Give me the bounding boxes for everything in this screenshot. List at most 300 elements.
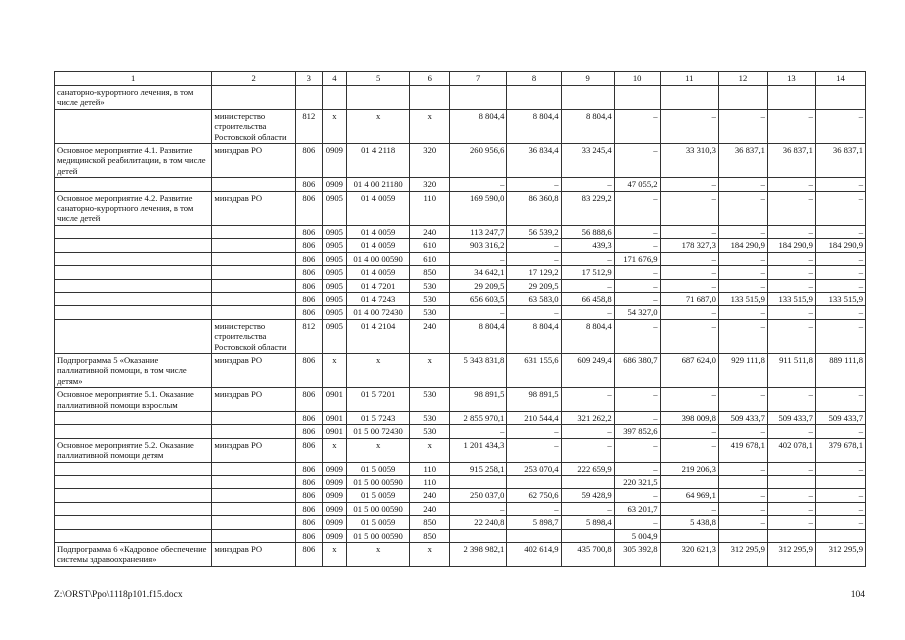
table-cell: 305 392,8 bbox=[614, 543, 660, 567]
table-cell: 0905 bbox=[322, 279, 346, 292]
table-cell: – bbox=[660, 502, 718, 515]
table-cell: – bbox=[767, 425, 815, 438]
table-cell: 33 245,4 bbox=[561, 144, 614, 178]
table-cell: – bbox=[507, 438, 561, 462]
table-cell: – bbox=[660, 425, 718, 438]
table-cell: 110 bbox=[410, 476, 450, 489]
table-cell: – bbox=[450, 252, 507, 265]
table-cell: – bbox=[614, 239, 660, 252]
table-cell: 29 209,5 bbox=[450, 279, 507, 292]
table-cell: – bbox=[507, 502, 561, 515]
table-row bbox=[55, 438, 866, 462]
table-cell: 806 bbox=[295, 353, 322, 387]
table-cell bbox=[55, 462, 212, 475]
table-cell: – bbox=[507, 425, 561, 438]
table-cell: 36 837,1 bbox=[767, 144, 815, 178]
table-cell: 5 438,8 bbox=[660, 516, 718, 529]
table-cell: 240 bbox=[410, 225, 450, 238]
table-cell: 610 bbox=[410, 252, 450, 265]
table-cell: 240 bbox=[410, 489, 450, 502]
table-cell: – bbox=[815, 279, 865, 292]
table-cell: 419 678,1 bbox=[718, 438, 767, 462]
table-cell: 01 4 0059 bbox=[346, 191, 410, 225]
table-cell: 222 659,9 bbox=[561, 462, 614, 475]
table-cell: 0909 bbox=[322, 516, 346, 529]
table-cell: – bbox=[660, 438, 718, 462]
table-cell: – bbox=[718, 462, 767, 475]
table-cell bbox=[212, 425, 295, 438]
table-cell: – bbox=[450, 306, 507, 319]
table-cell: 0905 bbox=[322, 225, 346, 238]
table-row bbox=[55, 516, 866, 529]
table-cell: 631 155,6 bbox=[507, 353, 561, 387]
table-cell: – bbox=[815, 516, 865, 529]
table-cell: 8 804,4 bbox=[450, 109, 507, 143]
table-cell: 687 624,0 bbox=[660, 353, 718, 387]
table-row bbox=[55, 388, 866, 412]
table-cell: 806 bbox=[295, 543, 322, 567]
table-cell: – bbox=[767, 502, 815, 515]
table-cell: 509 433,7 bbox=[767, 411, 815, 424]
table-cell bbox=[55, 425, 212, 438]
table-cell: 0905 bbox=[322, 252, 346, 265]
table-cell: 806 bbox=[295, 425, 322, 438]
table-cell: х bbox=[410, 109, 450, 143]
table-cell: минздрав РО bbox=[212, 144, 295, 178]
table-cell bbox=[718, 529, 767, 542]
table-cell: 435 700,8 bbox=[561, 543, 614, 567]
table-row bbox=[55, 252, 866, 265]
table-cell bbox=[212, 489, 295, 502]
table-row bbox=[55, 266, 866, 279]
table-cell: 01 4 0059 bbox=[346, 239, 410, 252]
table-cell: 5 898,4 bbox=[561, 516, 614, 529]
header-cell: 7 bbox=[450, 72, 507, 86]
table-cell: 0909 bbox=[322, 529, 346, 542]
table-cell: – bbox=[660, 319, 718, 353]
table-cell: 0901 bbox=[322, 411, 346, 424]
header-cell: 4 bbox=[322, 72, 346, 86]
table-cell bbox=[212, 516, 295, 529]
table-cell: – bbox=[561, 388, 614, 412]
table-cell: х bbox=[322, 109, 346, 143]
header-cell: 1 bbox=[55, 72, 212, 86]
table-cell: 98 891,5 bbox=[507, 388, 561, 412]
table-cell: 110 bbox=[410, 191, 450, 225]
table-cell: 47 055,2 bbox=[614, 178, 660, 191]
table-cell: – bbox=[507, 252, 561, 265]
table-cell bbox=[55, 476, 212, 489]
table-cell: 806 bbox=[295, 438, 322, 462]
table-cell: 178 327,3 bbox=[660, 239, 718, 252]
table-cell: х bbox=[346, 438, 410, 462]
table-cell: 850 bbox=[410, 529, 450, 542]
table-cell: – bbox=[718, 425, 767, 438]
table-cell: 0909 bbox=[322, 462, 346, 475]
table-cell: 220 321,5 bbox=[614, 476, 660, 489]
table-row bbox=[55, 462, 866, 475]
table-cell: – bbox=[718, 516, 767, 529]
table-cell: 253 070,4 bbox=[507, 462, 561, 475]
table-cell: 01 4 7243 bbox=[346, 292, 410, 305]
table-cell: 530 bbox=[410, 425, 450, 438]
budget-table bbox=[54, 71, 866, 567]
table-cell: 63 583,0 bbox=[507, 292, 561, 305]
table-cell: х bbox=[346, 353, 410, 387]
table-row bbox=[55, 306, 866, 319]
table-cell: 01 5 00 72430 bbox=[346, 425, 410, 438]
header-cell: 11 bbox=[660, 72, 718, 86]
table-cell bbox=[212, 252, 295, 265]
table-cell: 530 bbox=[410, 388, 450, 412]
table-cell: 806 bbox=[295, 252, 322, 265]
table-cell: 0905 bbox=[322, 191, 346, 225]
table-cell: – bbox=[815, 462, 865, 475]
header-cell: 6 bbox=[410, 72, 450, 86]
table-cell: – bbox=[507, 306, 561, 319]
table-cell bbox=[55, 109, 212, 143]
table-cell bbox=[212, 292, 295, 305]
table-body bbox=[55, 72, 866, 567]
table-cell: – bbox=[718, 252, 767, 265]
table-cell: – bbox=[815, 266, 865, 279]
table-cell: 2 398 982,1 bbox=[450, 543, 507, 567]
table-cell: 806 bbox=[295, 279, 322, 292]
table-cell: 36 834,4 bbox=[507, 144, 561, 178]
table-cell: – bbox=[718, 178, 767, 191]
table-cell bbox=[212, 462, 295, 475]
table-cell: 379 678,1 bbox=[815, 438, 865, 462]
table-cell: 850 bbox=[410, 266, 450, 279]
table-cell: – bbox=[767, 279, 815, 292]
table-cell: 8 804,4 bbox=[450, 319, 507, 353]
table-cell: – bbox=[767, 266, 815, 279]
table-cell: 806 bbox=[295, 306, 322, 319]
table-cell bbox=[718, 86, 767, 110]
table-cell: 71 687,0 bbox=[660, 292, 718, 305]
table-cell bbox=[660, 529, 718, 542]
table-cell: 110 bbox=[410, 462, 450, 475]
table-cell: 56 539,2 bbox=[507, 225, 561, 238]
table-cell bbox=[410, 86, 450, 110]
table-cell: – bbox=[767, 306, 815, 319]
table-cell: 806 bbox=[295, 191, 322, 225]
table-cell: 66 458,8 bbox=[561, 292, 614, 305]
table-cell bbox=[212, 529, 295, 542]
table-cell bbox=[561, 476, 614, 489]
table-cell: 686 380,7 bbox=[614, 353, 660, 387]
table-cell: – bbox=[815, 225, 865, 238]
table-cell: 01 4 0059 bbox=[346, 266, 410, 279]
table-cell: – bbox=[767, 388, 815, 412]
table-cell: 250 037,0 bbox=[450, 489, 507, 502]
table-cell: 5 898,7 bbox=[507, 516, 561, 529]
table-cell: 806 bbox=[295, 144, 322, 178]
table-cell: 0905 bbox=[322, 239, 346, 252]
table-cell bbox=[660, 476, 718, 489]
table-row bbox=[55, 239, 866, 252]
table-cell: Основное мероприятие 5.1. Оказание паллиативной помощи взрослым bbox=[55, 388, 212, 412]
table-row bbox=[55, 529, 866, 542]
table-cell bbox=[718, 476, 767, 489]
table-cell bbox=[55, 279, 212, 292]
table-cell: 0909 bbox=[322, 144, 346, 178]
table-row bbox=[55, 86, 866, 110]
table-cell: 1 201 434,3 bbox=[450, 438, 507, 462]
table-cell: 133 515,9 bbox=[767, 292, 815, 305]
table-cell: 398 009,8 bbox=[660, 411, 718, 424]
table-cell: 8 804,4 bbox=[561, 319, 614, 353]
table-cell bbox=[815, 529, 865, 542]
table-cell: 806 bbox=[295, 292, 322, 305]
table-cell: 33 310,3 bbox=[660, 144, 718, 178]
table-cell: – bbox=[614, 266, 660, 279]
table-cell: – bbox=[450, 502, 507, 515]
table-cell: 806 bbox=[295, 388, 322, 412]
table-cell: 8 804,4 bbox=[507, 109, 561, 143]
table-cell: х bbox=[322, 543, 346, 567]
table-cell: минздрав РО bbox=[212, 438, 295, 462]
header-cell: 10 bbox=[614, 72, 660, 86]
table-cell: – bbox=[815, 252, 865, 265]
table-cell: 01 4 2104 bbox=[346, 319, 410, 353]
table-cell bbox=[614, 86, 660, 110]
table-cell: – bbox=[614, 144, 660, 178]
table-cell: министерство строительства Ростовской области bbox=[212, 319, 295, 353]
table-cell: 812 bbox=[295, 319, 322, 353]
table-cell: – bbox=[450, 425, 507, 438]
table-cell: – bbox=[614, 225, 660, 238]
table-cell: – bbox=[561, 178, 614, 191]
table-cell: 0909 bbox=[322, 178, 346, 191]
table-cell: 83 229,2 bbox=[561, 191, 614, 225]
table-cell: 0905 bbox=[322, 319, 346, 353]
header-cell: 13 bbox=[767, 72, 815, 86]
table-cell: 530 bbox=[410, 279, 450, 292]
table-cell: 133 515,9 bbox=[815, 292, 865, 305]
table-cell: 01 4 7201 bbox=[346, 279, 410, 292]
table-cell: 806 bbox=[295, 411, 322, 424]
table-cell: 0909 bbox=[322, 489, 346, 502]
table-row bbox=[55, 191, 866, 225]
table-cell: 806 bbox=[295, 462, 322, 475]
table-cell: – bbox=[614, 516, 660, 529]
table-cell: – bbox=[561, 279, 614, 292]
table-cell: 509 433,7 bbox=[718, 411, 767, 424]
table-cell: 806 bbox=[295, 529, 322, 542]
table-cell: 0901 bbox=[322, 388, 346, 412]
table-cell: 2 855 970,1 bbox=[450, 411, 507, 424]
table-cell: – bbox=[718, 489, 767, 502]
table-cell: 530 bbox=[410, 306, 450, 319]
table-cell bbox=[55, 502, 212, 515]
table-cell: х bbox=[346, 109, 410, 143]
table-cell: 240 bbox=[410, 502, 450, 515]
table-cell bbox=[212, 266, 295, 279]
table-row bbox=[55, 292, 866, 305]
table-cell: – bbox=[614, 109, 660, 143]
table-cell: 56 888,6 bbox=[561, 225, 614, 238]
table-cell: 29 209,5 bbox=[507, 279, 561, 292]
table-cell: – bbox=[561, 252, 614, 265]
table-cell: – bbox=[767, 462, 815, 475]
table-cell: 8 804,4 bbox=[507, 319, 561, 353]
table-cell: – bbox=[614, 191, 660, 225]
table-cell: 98 891,5 bbox=[450, 388, 507, 412]
table-cell: 806 bbox=[295, 489, 322, 502]
table-cell: – bbox=[660, 178, 718, 191]
table-cell: – bbox=[561, 306, 614, 319]
table-cell: 240 bbox=[410, 319, 450, 353]
file-path: Z:\ORST\Ppo\1118p101.f15.docx bbox=[54, 590, 183, 600]
table-cell: 812 bbox=[295, 109, 322, 143]
table-cell: 929 111,8 bbox=[718, 353, 767, 387]
table-cell bbox=[55, 489, 212, 502]
table-cell: 911 511,8 bbox=[767, 353, 815, 387]
table-cell: 0901 bbox=[322, 425, 346, 438]
table-cell: 806 bbox=[295, 502, 322, 515]
table-cell: 609 249,4 bbox=[561, 353, 614, 387]
table-cell bbox=[767, 86, 815, 110]
table-row bbox=[55, 144, 866, 178]
table-row bbox=[55, 353, 866, 387]
table-cell: 01 5 00 00590 bbox=[346, 502, 410, 515]
table-cell: – bbox=[767, 252, 815, 265]
table-cell bbox=[767, 529, 815, 542]
table-cell: 22 240,8 bbox=[450, 516, 507, 529]
table-cell bbox=[55, 306, 212, 319]
table-cell: 01 4 2118 bbox=[346, 144, 410, 178]
table-cell: минздрав РО bbox=[212, 191, 295, 225]
table-cell: – bbox=[767, 516, 815, 529]
table-cell bbox=[660, 86, 718, 110]
table-cell: – bbox=[660, 109, 718, 143]
table-cell: 59 428,9 bbox=[561, 489, 614, 502]
table-cell: 63 201,7 bbox=[614, 502, 660, 515]
table-cell: 01 4 00 21180 bbox=[346, 178, 410, 191]
table-cell: – bbox=[660, 266, 718, 279]
table-cell: – bbox=[767, 319, 815, 353]
table-cell: 0905 bbox=[322, 266, 346, 279]
table-cell bbox=[55, 266, 212, 279]
table-row bbox=[55, 225, 866, 238]
table-cell: 320 bbox=[410, 144, 450, 178]
table-cell: – bbox=[718, 191, 767, 225]
table-cell: – bbox=[718, 266, 767, 279]
table-cell bbox=[55, 178, 212, 191]
table-cell: 610 bbox=[410, 239, 450, 252]
table-cell: 656 603,5 bbox=[450, 292, 507, 305]
table-cell: 01 4 0059 bbox=[346, 225, 410, 238]
table-cell: – bbox=[614, 462, 660, 475]
table-cell: 806 bbox=[295, 178, 322, 191]
table-cell bbox=[346, 86, 410, 110]
table-cell: х bbox=[346, 543, 410, 567]
table-cell: – bbox=[614, 292, 660, 305]
table-cell: 01 5 00 00590 bbox=[346, 529, 410, 542]
table-cell: – bbox=[507, 239, 561, 252]
table-cell bbox=[212, 411, 295, 424]
table-cell: – bbox=[815, 425, 865, 438]
table-row bbox=[55, 178, 866, 191]
table-cell: 62 750,6 bbox=[507, 489, 561, 502]
table-cell: 17 512,9 bbox=[561, 266, 614, 279]
table-cell: – bbox=[614, 319, 660, 353]
table-cell: 01 5 7243 bbox=[346, 411, 410, 424]
table-cell: 509 433,7 bbox=[815, 411, 865, 424]
table-cell: 184 290,9 bbox=[815, 239, 865, 252]
table-cell bbox=[212, 239, 295, 252]
table-cell: 321 262,2 bbox=[561, 411, 614, 424]
table-cell: 889 111,8 bbox=[815, 353, 865, 387]
table-cell: Основное мероприятие 4.1. Развитие медицинской реабилитации, в том числе детей bbox=[55, 144, 212, 178]
table-cell: 260 956,6 bbox=[450, 144, 507, 178]
table-cell: 219 206,3 bbox=[660, 462, 718, 475]
table-cell: – bbox=[450, 178, 507, 191]
header-cell: 8 bbox=[507, 72, 561, 86]
table-cell: 903 316,2 bbox=[450, 239, 507, 252]
table-cell: – bbox=[718, 306, 767, 319]
table-cell: 5 004,9 bbox=[614, 529, 660, 542]
table-cell bbox=[295, 86, 322, 110]
table-row bbox=[55, 279, 866, 292]
table-cell: 530 bbox=[410, 411, 450, 424]
table-cell: – bbox=[614, 411, 660, 424]
table-cell: Основное мероприятие 4.2. Развитие санаторно-курортного лечения, в том числе детей bbox=[55, 191, 212, 225]
table-cell: – bbox=[767, 489, 815, 502]
table-cell: – bbox=[614, 438, 660, 462]
table-cell: 36 837,1 bbox=[815, 144, 865, 178]
table-cell: – bbox=[660, 279, 718, 292]
table-cell: – bbox=[614, 388, 660, 412]
table-cell: – bbox=[718, 319, 767, 353]
table-cell bbox=[212, 476, 295, 489]
table-cell: х bbox=[322, 438, 346, 462]
table-cell bbox=[507, 476, 561, 489]
table-cell: 312 295,9 bbox=[815, 543, 865, 567]
table-cell: 312 295,9 bbox=[767, 543, 815, 567]
table-cell: минздрав РО bbox=[212, 543, 295, 567]
table-cell: – bbox=[815, 489, 865, 502]
table-cell: 01 5 0059 bbox=[346, 462, 410, 475]
table-cell: – bbox=[660, 225, 718, 238]
table-cell: – bbox=[767, 178, 815, 191]
table-cell: 01 4 00 72430 bbox=[346, 306, 410, 319]
table-cell bbox=[55, 225, 212, 238]
table-row bbox=[55, 411, 866, 424]
table-cell: – bbox=[815, 178, 865, 191]
table-cell: – bbox=[767, 109, 815, 143]
table-cell bbox=[55, 319, 212, 353]
table-cell: – bbox=[660, 252, 718, 265]
table-cell: 402 078,1 bbox=[767, 438, 815, 462]
table-row bbox=[55, 489, 866, 502]
table-cell: Подпрограмма 5 «Оказание паллиативной помощи, в том числе детям» bbox=[55, 353, 212, 387]
table-cell bbox=[55, 239, 212, 252]
table-cell: – bbox=[718, 388, 767, 412]
table-cell: минздрав РО bbox=[212, 388, 295, 412]
table-cell: 397 852,6 bbox=[614, 425, 660, 438]
table-cell bbox=[212, 225, 295, 238]
table-cell: 01 4 00 00590 bbox=[346, 252, 410, 265]
table-cell: – bbox=[815, 388, 865, 412]
table-cell: 01 5 7201 bbox=[346, 388, 410, 412]
table-cell: 34 642,1 bbox=[450, 266, 507, 279]
table-cell bbox=[450, 529, 507, 542]
header-cell: 9 bbox=[561, 72, 614, 86]
table-cell bbox=[815, 86, 865, 110]
table-cell: 86 360,8 bbox=[507, 191, 561, 225]
